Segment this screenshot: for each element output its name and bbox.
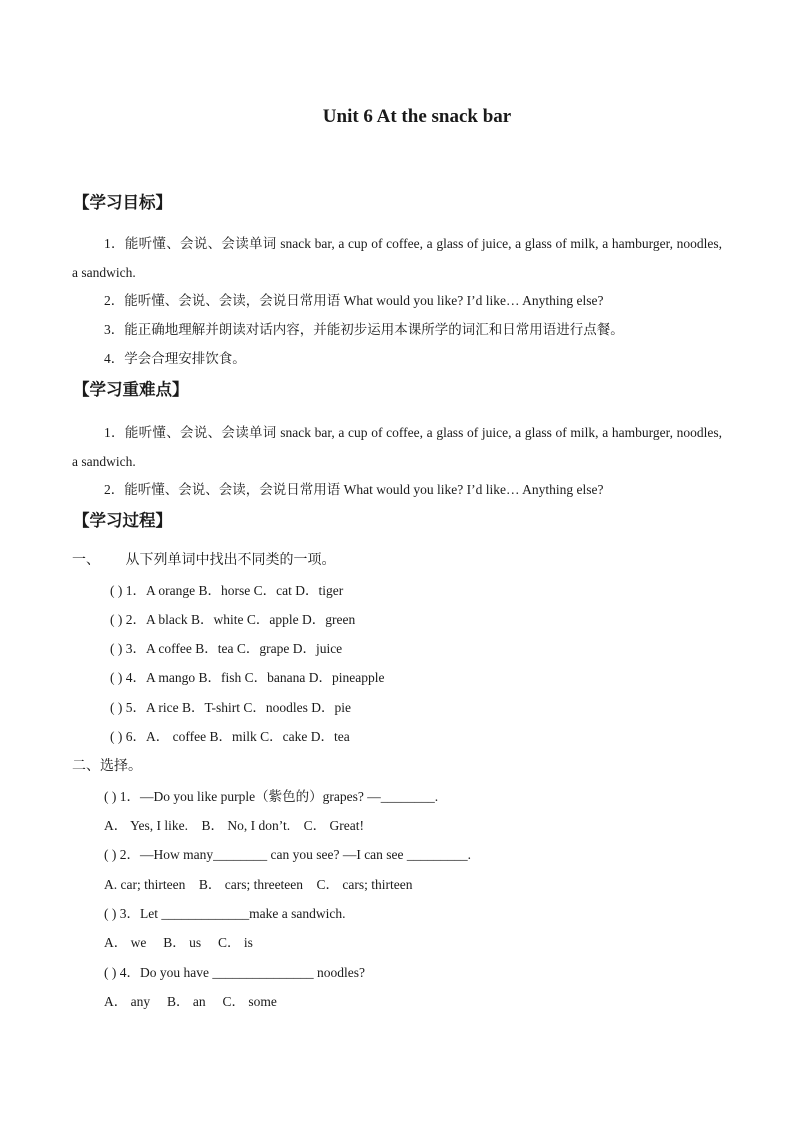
- keypoint-item-2: 2．能听懂、会说、会读，会说日常用语 What would you like? I’d like… Anything else?: [104, 482, 604, 497]
- part2-question-2: ( ) 2．—How many________ can you see? —I can see _________.: [104, 847, 472, 862]
- page-title: Unit 6 At the snack bar: [322, 106, 512, 127]
- part2-question-3: ( ) 3．Let _____________make a sandwich.: [104, 906, 346, 921]
- part2-heading: 二、选择。: [72, 759, 142, 774]
- goals-heading: 【学习目标】: [73, 193, 172, 212]
- part1-item-1: ( ) 1．A orange B．horse C．cat D．tiger: [110, 583, 344, 598]
- part2-options-1: A． Yes, I like. B． No, I don’t. C． Great!: [104, 818, 364, 833]
- part1-item-3: ( ) 3．A coffee B．tea C．grape D．juice: [110, 641, 343, 656]
- part2-options-4: A． any B． an C． some: [104, 994, 277, 1009]
- goal-item-4: 4．学会合理安排饮食。: [104, 351, 246, 366]
- part2-question-1: ( ) 1．—Do you like purple（紫色的）grapes? —________.: [104, 789, 439, 804]
- part1-item-6: ( ) 6．A． coffee B．milk C．cake D．tea: [110, 729, 350, 744]
- part1-heading: 一、 从下列单词中找出不同类的一项。: [72, 553, 336, 568]
- part1-item-4: ( ) 4．A mango B．fish C．banana D．pineapple: [110, 670, 385, 685]
- part1-item-2: ( ) 2．A black B．white C．apple D．green: [110, 612, 356, 627]
- keypoints-heading: 【学习重难点】: [73, 380, 189, 399]
- goal-item-2: 2．能听懂、会说、会读，会说日常用语 What would you like? I’d like… Anything else?: [104, 293, 604, 308]
- part1-item-5: ( ) 5．A rice B．T-shirt C．noodles D．pie: [110, 700, 351, 715]
- process-heading: 【学习过程】: [73, 511, 172, 530]
- part2-options-2: A. car; thirteen B． cars; threeteen C． cars; thirteen: [104, 877, 413, 892]
- goal-item-3: 3．能正确地理解并朗读对话内容，并能初步运用本课所学的词汇和日常用语进行点餐。: [104, 322, 624, 337]
- part2-question-4: ( ) 4．Do you have _______________ noodles?: [104, 965, 365, 980]
- goal-item-1: 1．能听懂、会说、会读单词 snack bar, a cup of coffee, a glass of juice, a glass of milk, a hamburger, noodles, a sandwich.: [72, 236, 722, 280]
- keypoint-item-1: 1．能听懂、会说、会读单词 snack bar, a cup of coffee, a glass of juice, a glass of milk, a hamburger, noodles, a sandwich.: [72, 425, 722, 469]
- part2-options-3: A． we B． us C． is: [104, 935, 253, 950]
